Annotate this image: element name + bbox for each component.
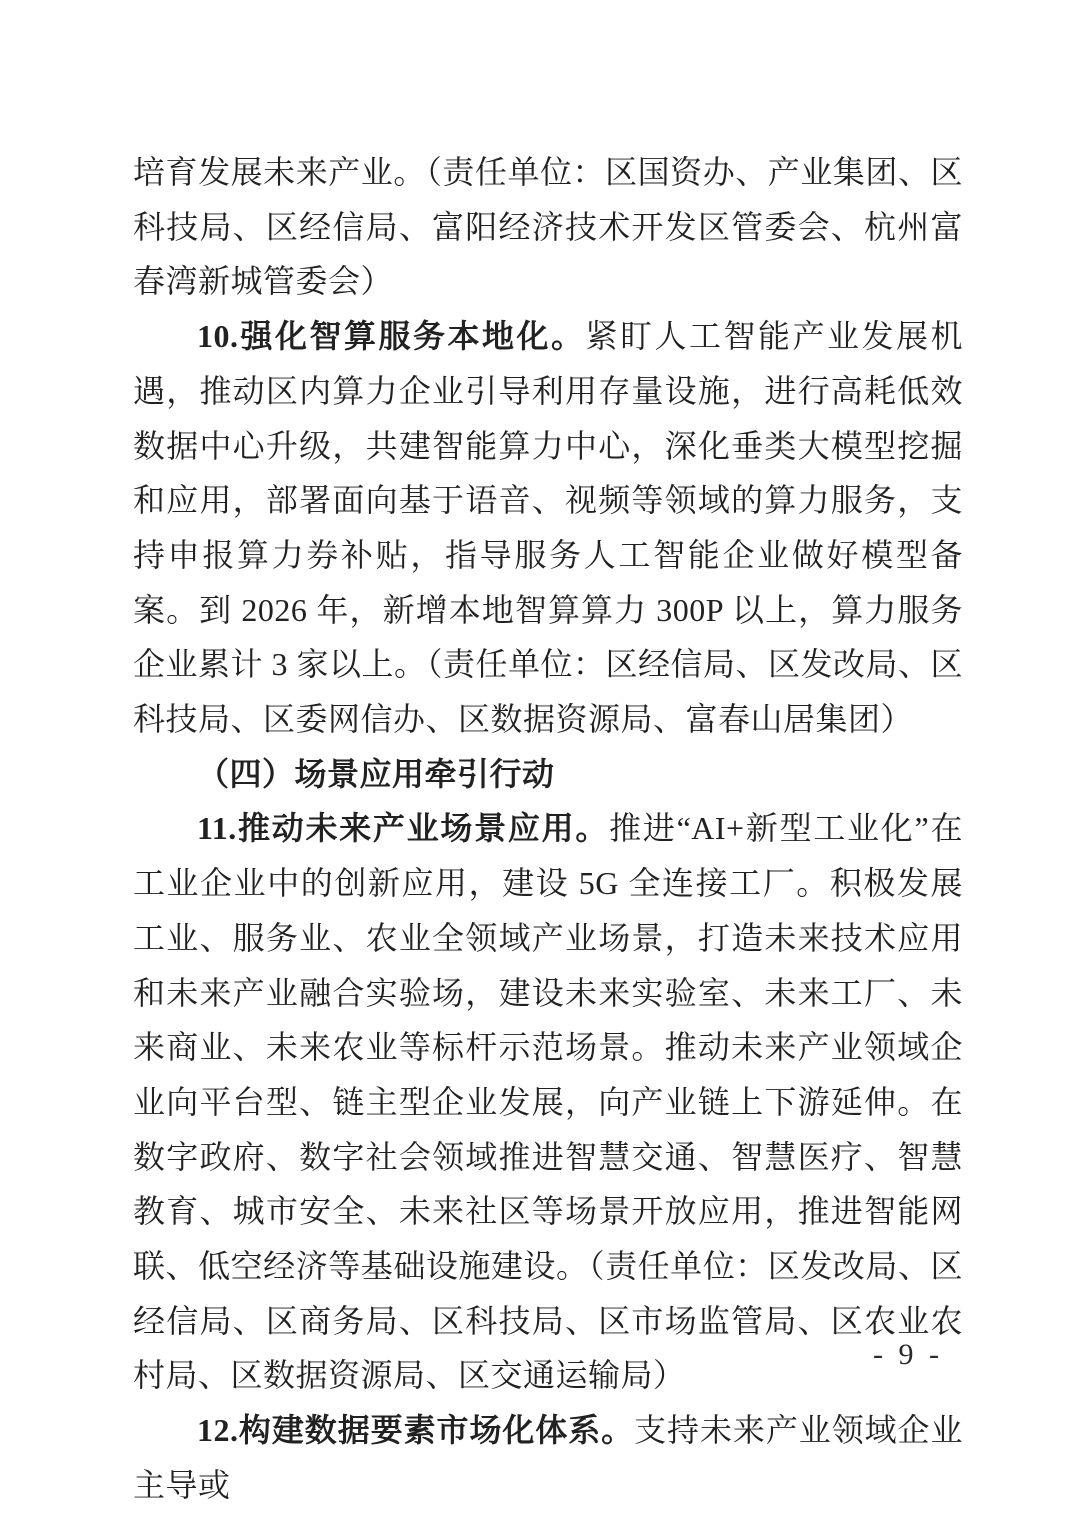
- document-body: [133, 145, 963, 1513]
- item-title-run: 10.强化智算服务本地化。: [197, 318, 586, 355]
- paragraph: [133, 1403, 963, 1512]
- body-text-run: 紧盯人工智能产业发展机遇，推动区内算力企业引导利用存量设施，进行高耗低效数据中心升级，共建智能算力中心，深化垂类大模型挖掘和应用，部署面向基于语音、视频等领域的算力服务，支持申报算力券补贴，指导服务人工智能企业做好模型备案。到 2026 年，新增本地智算算力 300P 以上，算力服务企业累计 3 家以上。（责任单位：区经信局、区发改局、区科技局、区委网信办、区数据资源局、富春山居集团）: [133, 318, 964, 738]
- paragraph: [133, 145, 963, 309]
- body-text-run: 推进“AI+新型工业化”在工业企业中的创新应用，建设 5G 全连接工厂。积极发展工业、服务业、农业全领域产业场景，打造未来技术应用和未来产业融合实验场，建设未来实验室、未来工厂、未来商业、未来农业等标杆示范场景。推动未来产业领域企业向平台型、链主型企业发展，向产业链上下游延伸。在数字政府、数字社会领域推进智慧交通、智慧医疗、智慧教育、城市安全、未来社区等场景开放应用，推进智能网联、低空经济等基础设施建设。（责任单位：区发改局、区经信局、区商务局、区科技局、区市场监管局、区农业农村局、区数据资源局、区交通运输局）: [133, 810, 963, 1394]
- page-number: - 9 -: [873, 1338, 943, 1371]
- item-title-run: 11.推动未来产业场景应用。: [197, 810, 610, 847]
- item-title-run: （四）场景应用牵引行动: [197, 755, 555, 792]
- body-text-run: 支持未来产业领域企业主导或: [133, 1412, 963, 1503]
- paragraph: [133, 309, 963, 747]
- item-title-run: 12.构建数据要素市场化体系。: [197, 1412, 635, 1449]
- body-text-run: 培育发展未来产业。（责任单位：区国资办、产业集团、区科技局、区经信局、富阳经济技术开发区管委会、杭州富春湾新城管委会）: [133, 154, 963, 300]
- paragraph: [133, 801, 963, 1403]
- paragraph: [133, 747, 963, 802]
